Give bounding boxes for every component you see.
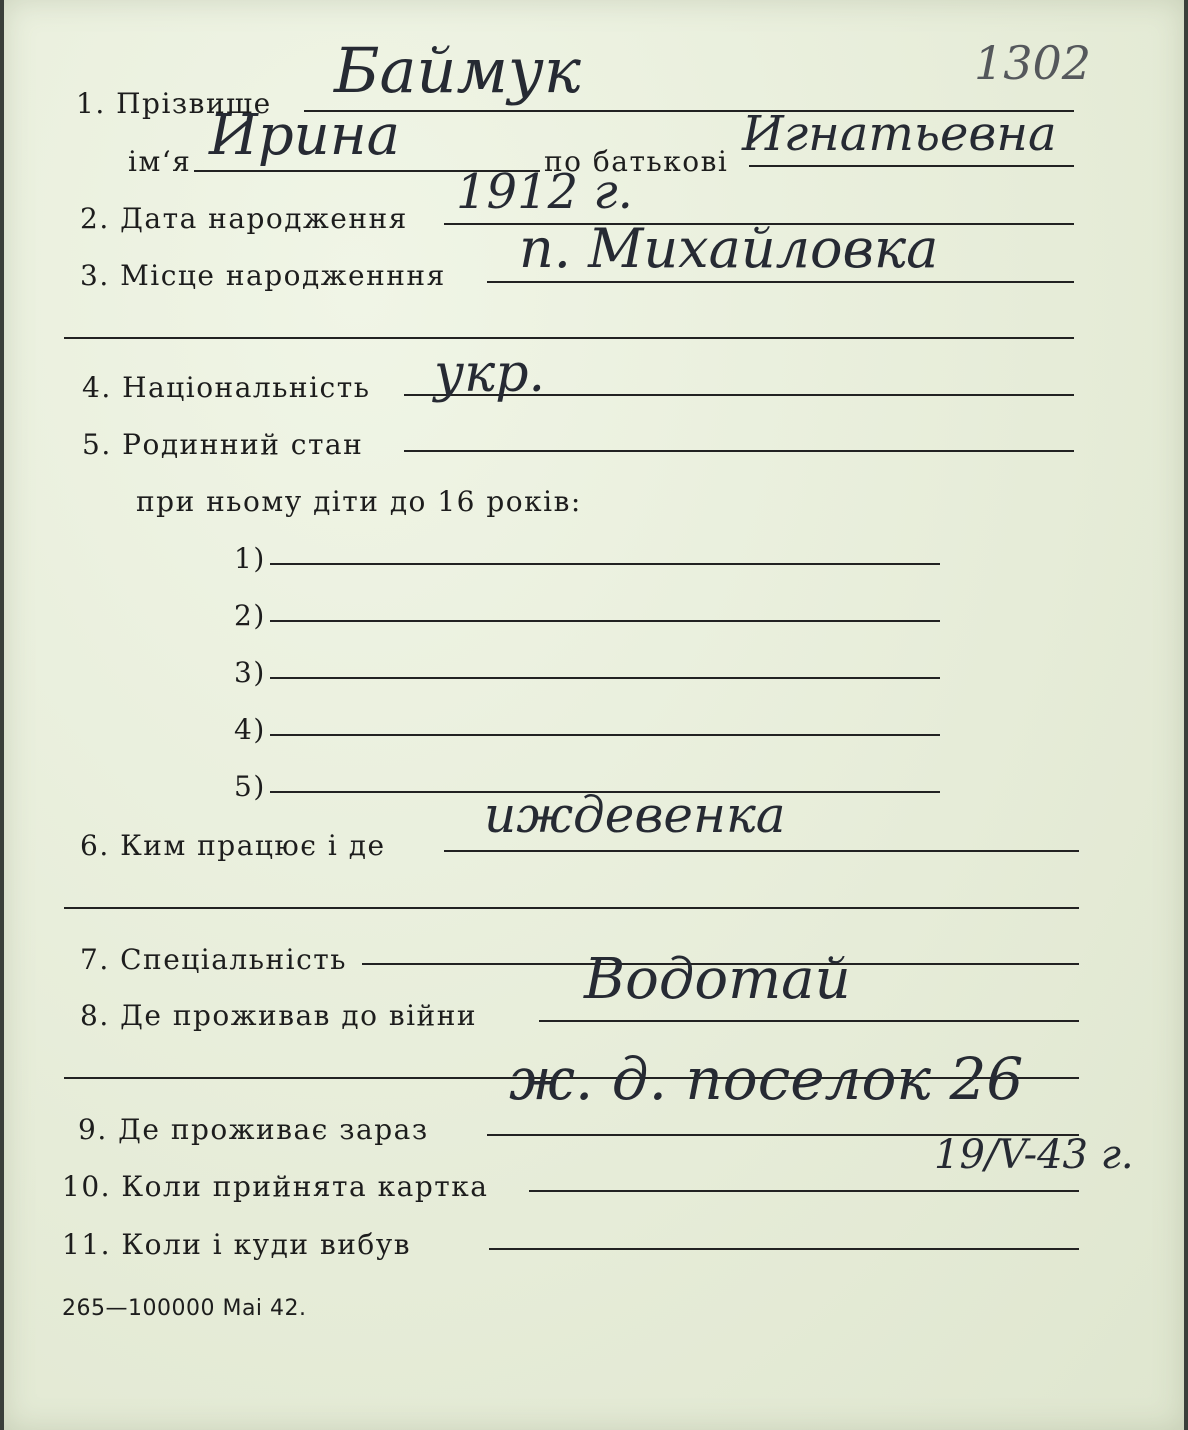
archive-number: 1302 bbox=[974, 36, 1092, 90]
child-5-label: 5) bbox=[234, 770, 266, 803]
child-2-line bbox=[270, 620, 940, 622]
patronymic-label: по батькові bbox=[544, 145, 729, 178]
occupation-line bbox=[444, 850, 1079, 852]
child-4-label: 4) bbox=[234, 713, 266, 746]
children-heading: при ньому діти до 16 років: bbox=[136, 485, 582, 518]
occupation-value: иждевенка bbox=[484, 786, 786, 844]
prewar-residence-value: Водотай bbox=[584, 947, 851, 1012]
first-name-value: Ирина bbox=[209, 103, 401, 168]
registration-card bbox=[4, 0, 1184, 1430]
specialty-label: 7. Спеціальність bbox=[80, 943, 347, 976]
marital-status-label: 5. Родинний стан bbox=[82, 428, 364, 461]
first-name-label: ім‘я bbox=[128, 145, 192, 178]
occupation-label: 6. Ким працює і де bbox=[80, 829, 386, 862]
birth-place-value: п. Михайловка bbox=[519, 217, 939, 280]
birth-date-label: 2. Дата народження bbox=[80, 202, 408, 235]
print-run-footer: 265—100000 Mai 42. bbox=[62, 1296, 307, 1321]
surname-label: 1. Прізвище bbox=[76, 87, 272, 120]
nationality-label: 4. Національність bbox=[82, 371, 371, 404]
child-3-label: 3) bbox=[234, 656, 266, 689]
occupation-line-2 bbox=[64, 907, 1079, 909]
child-1-label: 1) bbox=[234, 542, 266, 575]
departure-label: 11. Коли і куди вибув bbox=[62, 1228, 411, 1261]
card-accepted-label: 10. Коли прийнята картка bbox=[62, 1170, 489, 1203]
card-accepted-line bbox=[529, 1190, 1079, 1192]
child-4-line bbox=[270, 734, 940, 736]
prewar-residence-label: 8. Де проживав до війни bbox=[80, 999, 478, 1032]
surname-value: Баймук bbox=[334, 34, 581, 107]
child-1-line bbox=[270, 563, 940, 565]
card-accepted-value: 19/V-43 г. bbox=[934, 1132, 1134, 1178]
nationality-value: укр. bbox=[434, 344, 546, 404]
birth-place-line-2 bbox=[64, 337, 1074, 339]
prewar-residence-value-2: ж. д. поселок 26 bbox=[509, 1045, 1024, 1113]
patronymic-value: Игнатьевна bbox=[742, 106, 1057, 162]
prewar-residence-line bbox=[539, 1020, 1079, 1022]
birth-date-value: 1912 г. bbox=[456, 164, 633, 220]
birth-place-label: 3. Місце народженння bbox=[80, 259, 446, 292]
current-residence-label: 9. Де проживає зараз bbox=[78, 1113, 429, 1146]
birth-place-line bbox=[487, 281, 1074, 283]
departure-line bbox=[489, 1248, 1079, 1250]
child-2-label: 2) bbox=[234, 599, 266, 632]
patronymic-line bbox=[749, 165, 1074, 167]
marital-status-line bbox=[404, 450, 1074, 452]
child-3-line bbox=[270, 677, 940, 679]
